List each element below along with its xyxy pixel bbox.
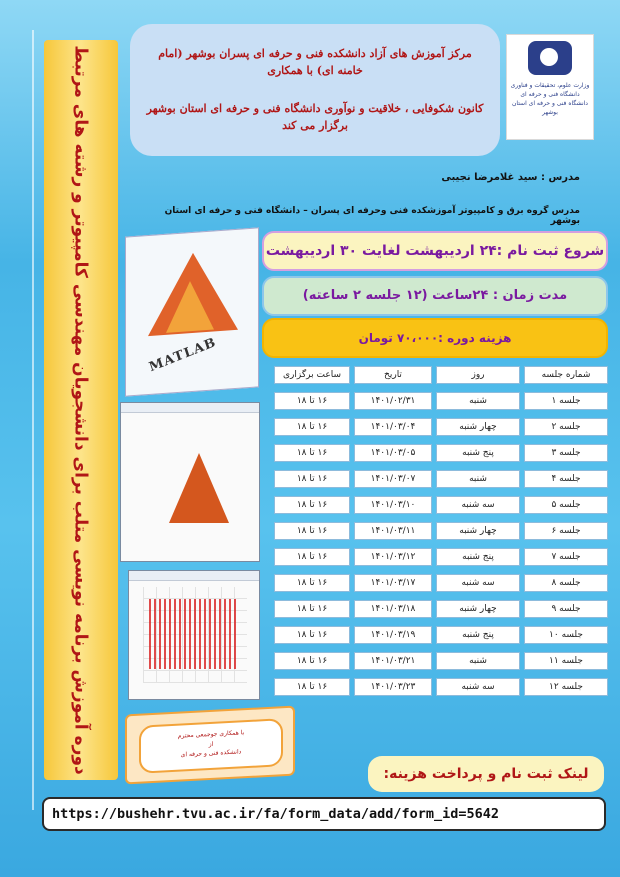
header-time: ساعت برگزاری <box>274 366 350 384</box>
time-cell: ۱۶ تا ۱۸ <box>274 418 350 436</box>
table-row <box>264 470 608 488</box>
day-cell: چهار شنبه <box>436 418 520 436</box>
logo-caption <box>507 81 593 117</box>
table-row <box>264 522 608 540</box>
date-cell: ۱۴۰۱/۰۳/۱۸ <box>354 600 432 618</box>
surface-plot-icon <box>169 453 229 523</box>
matlab-wordmark: MATLAB <box>147 335 219 376</box>
day-cell: سه شنبه <box>436 574 520 592</box>
day-cell: سه شنبه <box>436 678 520 696</box>
day-cell: پنج شنبه <box>436 626 520 644</box>
session-cell: جلسه ۱ <box>524 392 608 410</box>
table-row <box>264 652 608 670</box>
session-cell: جلسه ۱۱ <box>524 652 608 670</box>
session-cell: جلسه ۹ <box>524 600 608 618</box>
side-title <box>44 40 118 780</box>
matlab-logo-image <box>125 227 259 396</box>
date-cell: ۱۴۰۱/۰۳/۲۳ <box>354 678 432 696</box>
schedule-table <box>264 366 608 704</box>
header-banner <box>130 24 500 156</box>
day-cell: شنبه <box>436 470 520 488</box>
course-fee: هزینه دوره :۷۰،۰۰۰ تومان <box>262 318 608 358</box>
decorative-line <box>32 30 34 810</box>
logo-line-2: دانشگاه فنی و حرفه ای <box>520 91 580 98</box>
thumb-line-3: دانشکده فنی و حرفه ای <box>180 748 242 759</box>
time-cell: ۱۶ تا ۱۸ <box>274 470 350 488</box>
session-cell: جلسه ۱۰ <box>524 626 608 644</box>
table-row <box>264 626 608 644</box>
time-cell: ۱۶ تا ۱۸ <box>274 392 350 410</box>
time-cell: ۱۶ تا ۱۸ <box>274 496 350 514</box>
time-cell: ۱۶ تا ۱۸ <box>274 626 350 644</box>
time-cell: ۱۶ تا ۱۸ <box>274 444 350 462</box>
table-row <box>264 418 608 436</box>
session-cell: جلسه ۴ <box>524 470 608 488</box>
matlab-membrane-highlight <box>166 279 214 332</box>
session-cell: جلسه ۳ <box>524 444 608 462</box>
session-cell: جلسه ۶ <box>524 522 608 540</box>
thumb-line-2: از <box>208 740 214 748</box>
table-row <box>264 600 608 618</box>
date-cell: ۱۴۰۱/۰۳/۱۲ <box>354 548 432 566</box>
header-line-1: مرکز آموزش های آزاد دانشکده فنی و حرفه ای پسران بوشهر (امام خامنه ای) با همکاری <box>158 47 472 77</box>
date-cell: ۱۴۰۱/۰۲/۳۱ <box>354 392 432 410</box>
matlab-screenshot-surface <box>120 402 260 562</box>
header-session: شماره جلسه <box>524 366 608 384</box>
session-cell: جلسه ۷ <box>524 548 608 566</box>
day-cell: پنج شنبه <box>436 444 520 462</box>
date-cell: ۱۴۰۱/۰۳/۱۷ <box>354 574 432 592</box>
day-cell: چهار شنبه <box>436 522 520 540</box>
university-logo <box>506 34 594 140</box>
session-cell: جلسه ۵ <box>524 496 608 514</box>
date-cell: ۱۴۰۱/۰۳/۲۱ <box>354 652 432 670</box>
logo-icon <box>528 41 572 75</box>
day-cell: پنج شنبه <box>436 548 520 566</box>
partner-thumbnail-text <box>139 718 283 774</box>
header-date: تاریخ <box>354 366 432 384</box>
matlab-screenshot-signal <box>128 570 260 700</box>
header-line-2: کانون شکوفایی ، خلاقیت و نوآوری دانشگاه فنی و حرفه ای استان بوشهر برگزار می کند <box>146 102 484 132</box>
table-row <box>264 548 608 566</box>
table-row <box>264 444 608 462</box>
session-cell: جلسه ۱۲ <box>524 678 608 696</box>
logo-line-3: دانشگاه فنی و حرفه ای استان بوشهر <box>512 100 588 116</box>
window-toolbar <box>121 403 259 413</box>
date-cell: ۱۴۰۱/۰۳/۱۱ <box>354 522 432 540</box>
date-cell: ۱۴۰۱/۰۳/۰۵ <box>354 444 432 462</box>
logo-line-1: وزارت علوم، تحقیقات و فناوری <box>510 82 590 89</box>
day-cell: شنبه <box>436 652 520 670</box>
day-cell: چهار شنبه <box>436 600 520 618</box>
partner-thumbnail <box>125 706 295 785</box>
day-cell: شنبه <box>436 392 520 410</box>
teacher-group: مدرس گروه برق و کامپیوتر آموزشکده فنی وحرفه ای پسران – دانشگاه فنی و حرفه ای استان بوشهر <box>164 206 580 226</box>
date-cell: ۱۴۰۱/۰۳/۱۹ <box>354 626 432 644</box>
table-row <box>264 678 608 696</box>
registration-url-link[interactable]: https://bushehr.tvu.ac.ir/fa/form_data/add/form_id=5642 <box>42 797 606 831</box>
time-cell: ۱۶ تا ۱۸ <box>274 522 350 540</box>
table-row <box>264 392 608 410</box>
course-duration: مدت زمان : ۲۴ساعت (۱۲ جلسه ۲ ساعته) <box>262 276 608 316</box>
window-toolbar <box>129 571 259 581</box>
teacher-name: مدرس : سید غلامرضا نجیبی <box>441 172 580 183</box>
header-day: روز <box>436 366 520 384</box>
time-cell: ۱۶ تا ۱۸ <box>274 548 350 566</box>
course-title: دوره آموزش برنامه نویسی متلب برای دانشجویان مهندسی کامپیوتر و رشته های مرتبط <box>71 45 92 775</box>
date-cell: ۱۴۰۱/۰۳/۱۰ <box>354 496 432 514</box>
registration-period: شروع ثبت نام :۲۴ اردیبهشت لغایت ۳۰ اردیبهشت <box>262 231 608 271</box>
signal-plot-icon <box>149 599 239 669</box>
registration-link-label: لینک ثبت نام و پرداخت هزینه: <box>368 756 604 792</box>
table-row <box>264 496 608 514</box>
time-cell: ۱۶ تا ۱۸ <box>274 652 350 670</box>
date-cell: ۱۴۰۱/۰۳/۰۴ <box>354 418 432 436</box>
table-row <box>264 574 608 592</box>
time-cell: ۱۶ تا ۱۸ <box>274 600 350 618</box>
date-cell: ۱۴۰۱/۰۳/۰۷ <box>354 470 432 488</box>
session-cell: جلسه ۲ <box>524 418 608 436</box>
session-cell: جلسه ۸ <box>524 574 608 592</box>
table-header-row <box>264 366 608 384</box>
time-cell: ۱۶ تا ۱۸ <box>274 678 350 696</box>
time-cell: ۱۶ تا ۱۸ <box>274 574 350 592</box>
thumb-line-1: با همکاری جوجمعی محترم <box>177 729 245 740</box>
day-cell: سه شنبه <box>436 496 520 514</box>
